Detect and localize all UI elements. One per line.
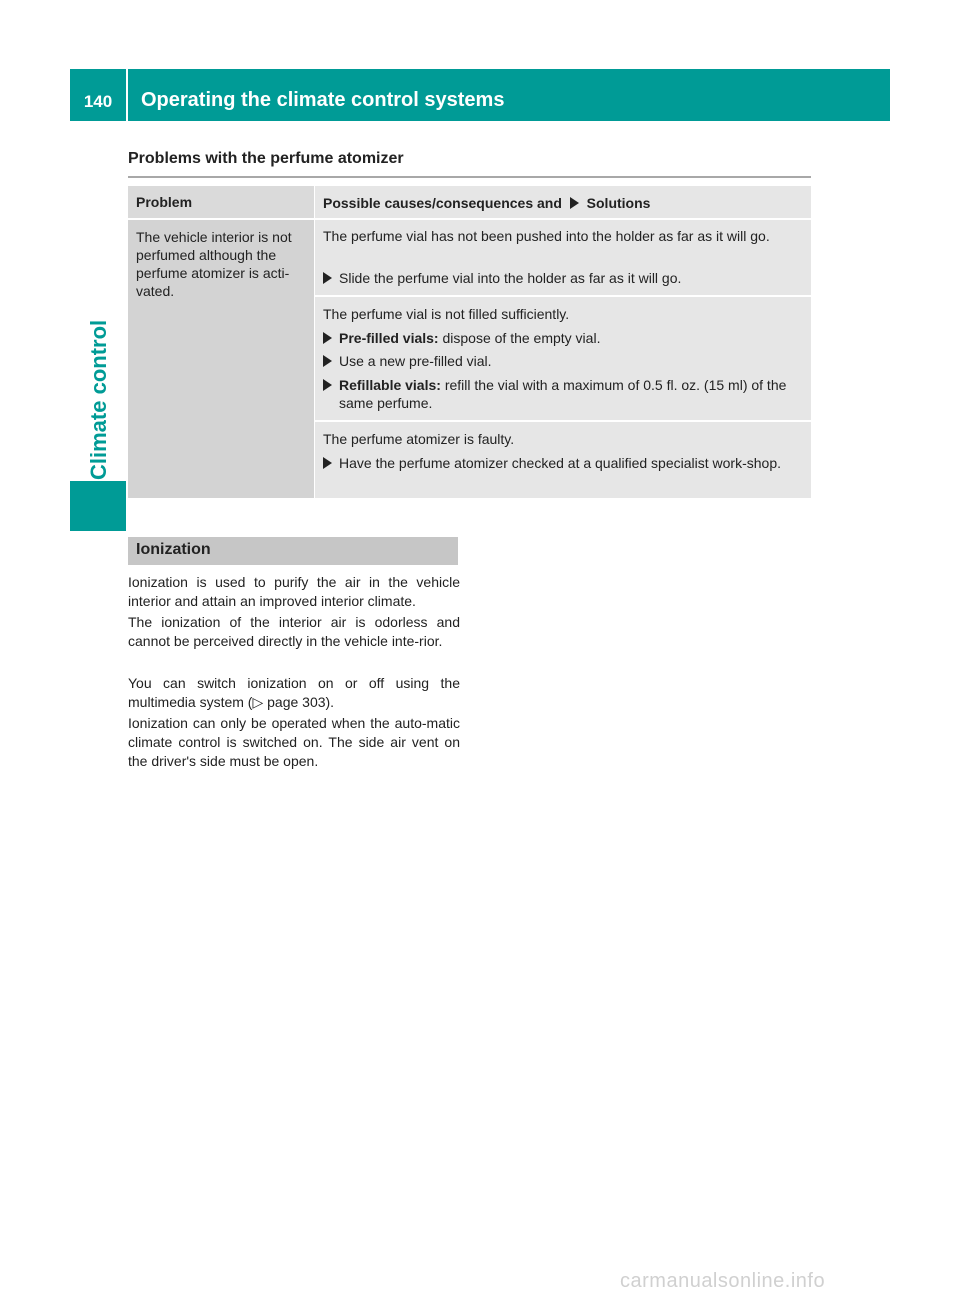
arrow-icon	[323, 272, 332, 284]
cause-1-text: The perfume vial has not been pushed into the holder as far as it will go.	[323, 228, 770, 244]
table-header-problem	[128, 186, 314, 218]
problem-text: The vehicle interior is not perfumed although the perfume atomizer is acti-vated.	[136, 229, 292, 299]
arrow-icon	[323, 332, 332, 344]
cause-2-text: The perfume vial is not filled sufficiently.	[323, 306, 570, 322]
side-tab-marker	[70, 481, 126, 531]
ionization-paragraph-4: Ionization can only be operated when the auto-matic climate control is switched on. The side air vent on the driver's side must be open.	[128, 715, 460, 769]
arrow-icon	[323, 355, 332, 367]
page-number: 140	[83, 92, 113, 111]
cause-2-step-2: Use a new pre-filled vial.	[323, 352, 807, 370]
cause-3-step-1: Have the perfume atomizer checked at a qualified specialist work-shop.	[323, 454, 807, 472]
side-tab-label: Climate control	[86, 319, 111, 480]
page-title: Operating the climate control systems	[141, 89, 505, 111]
header-divider	[126, 69, 128, 121]
arrow-icon	[570, 197, 579, 209]
problem-cell	[128, 220, 314, 498]
cause-2-step-1: Pre-filled vials: dispose of the empty vial.	[323, 329, 807, 347]
section-rule	[128, 176, 811, 178]
col-solutions-suffix: Solutions	[586, 195, 651, 211]
ionization-paragraph-1: Ionization is used to purify the air in the vehicle interior and attain an improved interior climate.	[128, 574, 460, 609]
col-problem-label: Problem	[136, 194, 193, 210]
cause-3-text: The perfume atomizer is faulty.	[323, 431, 515, 447]
arrow-icon	[323, 457, 332, 469]
ionization-paragraph-3: You can switch ionization on or off using the multimedia system (▷ page 303).	[128, 675, 460, 710]
ionization-paragraph-2: The ionization of the interior air is odorless and cannot be perceived directly in the vehicle inte-rior.	[128, 614, 460, 649]
watermark: carmanualsonline.info	[620, 1270, 826, 1292]
table-header-solutions	[315, 186, 811, 218]
cause-2-step-3: Refillable vials: refill the vial with a maximum of 0.5 fl. oz. (15 ml) of the same perfume.	[323, 376, 807, 412]
arrow-icon	[323, 379, 332, 391]
col-solutions-prefix: Possible causes/consequences and	[323, 195, 562, 211]
cause-1-step-1: Slide the perfume vial into the holder as far as it will go.	[323, 269, 807, 287]
ionization-title: Ionization	[136, 541, 211, 558]
section-title: Problems with the perfume atomizer	[128, 150, 404, 167]
col-solutions-label	[323, 195, 650, 211]
